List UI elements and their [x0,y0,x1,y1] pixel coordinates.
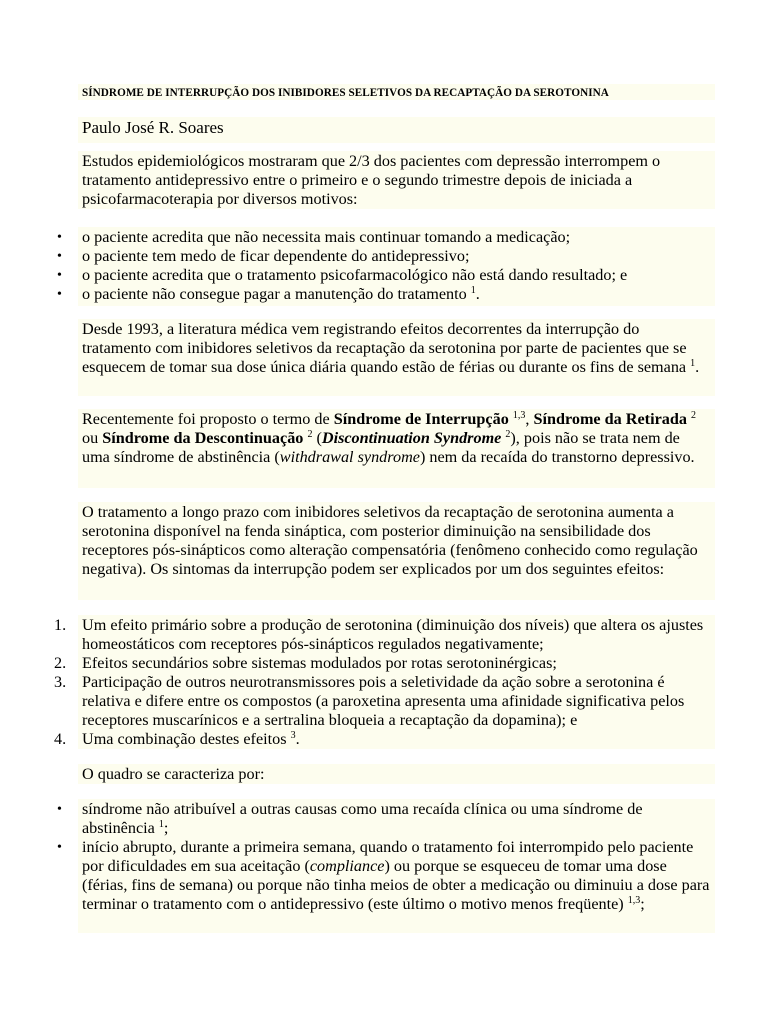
reason-text: o paciente acredita que o tratamento psicofarmacológico não está dando resultado; e [82,266,628,284]
document-title: SÍNDROME DE INTERRUPÇÃO DOS INIBIDORES SELETIVOS DA RECAPTAÇÃO DA SEROTONINA [78,84,715,100]
list-item [82,247,711,266]
list-item [82,266,711,285]
reference-marker: 1,3 [627,895,641,906]
effects-list [54,616,711,749]
list-item [82,800,711,838]
reference-marker: 2 [691,410,696,421]
clinical-picture-heading: O quadro se caracteriza por: [78,764,715,784]
list-item [54,730,711,749]
list-item [54,654,711,673]
reasons-list-block [78,227,715,306]
terms-text: Recentemente foi proposto o termo de [82,410,334,428]
feature-text: síndrome não atribuível a outras causas como uma recaída clínica ou uma síndrome de abstinência [82,800,643,837]
effect-text: Participação de outros neurotransmissores pois a seletividade da ação sobre a serotonina é relativa e difere entre os compostos (a paroxetina apresenta uma afinidade significativa pelos receptores muscarínicos e a sertralina bloqueia a recaptação da dopamina); e [82,673,685,729]
punctuation: . [295,730,300,748]
list-item [54,673,711,730]
terminology-paragraph [78,409,715,488]
features-list [82,800,711,914]
reference-marker: 3 [290,730,296,741]
author-name: Paulo José R. Soares [78,117,715,143]
list-number: 2. [54,654,67,672]
reason-text: o paciente tem medo de ficar dependente do antidepressivo; [82,247,470,265]
effects-list-block [54,615,715,749]
term-retirada: Síndrome da Retirada [533,410,687,428]
reference-marker: 1 [158,819,164,830]
punctuation: . [475,285,480,303]
features-list-block [78,799,715,933]
list-number: 4. [54,730,67,748]
term-interrupcao: Síndrome de Interrupção [333,410,509,428]
reasons-list [82,228,711,304]
terms-text: ) nem da recaída do transtorno depressivo. [419,448,695,466]
feature-text: início abrupto, durante a primeira semana, quando o tratamento foi interrompido pelo paciente por dificuldades em sua aceitação ( [82,838,694,875]
term-descontinuacao: Síndrome da Descontinuação [102,429,304,447]
list-item [82,285,711,304]
mechanism-paragraph: O tratamento a longo prazo com inibidores seletivos da recaptação de serotonina aumenta a serotonina disponível na fenda sináptica, com posterior diminuição na sensibilidade dos receptores pós-sinápticos como alteração compensatória (fenômeno conhecido como regulação negativa). Os sintomas da interrupção podem ser explicados por um dos seguintes efeitos: [78,502,715,600]
term-discontinuation-syndrome: Discontinuation Syndrome [321,429,502,447]
effect-text: Uma combinação destes efeitos [82,730,287,748]
reference-marker: 1 [470,285,476,296]
terms-text: ( [312,429,322,447]
history-paragraph [78,319,715,396]
punctuation: ; [640,895,645,913]
list-number: 3. [54,673,67,691]
reference-marker: 2 [307,429,313,440]
list-item [82,228,711,247]
history-text: Desde 1993, a literatura médica vem registrando efeitos decorrentes da interrupção do tratamento com inibidores seletivos da recaptação da serotonina por parte de pacientes que se esquecem de tomar sua dose única diária quando estão de férias ou durante os fins de semana [82,320,687,376]
punctuation: . [695,358,700,376]
list-item [82,838,711,914]
reference-marker: 1,3 [512,410,526,421]
intro-paragraph: Estudos epidemiológicos mostraram que 2/3 dos pacientes com depressão interrompem o tratamento antidepressivo entre o primeiro e o segundo trimestre depois de iniciada a psicofarmacoterapia por diversos motivos: [78,151,715,209]
terms-text: , [525,410,534,428]
term-compliance: compliance [309,857,385,875]
reason-text: o paciente acredita que não necessita mais continuar tomando a medicação; [82,228,571,246]
effect-text: Efeitos secundários sobre sistemas modulados por rotas serotoninérgicas; [82,654,557,672]
terms-text: ou [82,429,103,447]
punctuation: ; [163,819,169,837]
list-number: 1. [54,616,67,634]
terms-text: ), pois não se trata nem de uma síndrome de abstinência ( [82,429,680,466]
reason-text: o paciente não consegue pagar a manutenção do tratamento [82,285,467,303]
term-withdrawal-syndrome: withdrawal syndrome [279,448,420,466]
reference-marker: 1 [690,358,696,369]
effect-text: Um efeito primário sobre a produção de serotonina (diminuição dos níveis) que altera os ajustes homeostáticos com receptores pós-sinápticos regulados negativamente; [82,616,704,653]
reference-marker: 2 [505,429,511,440]
feature-text: ) ou porque se esqueceu de tomar uma dose (férias, fins de semana) ou porque não tinha meios de obter a medicação ou diminuiu a dose para terminar o tratamento com o antidepressivo (este último o motivo menos freqüente) [82,857,710,913]
list-item [54,616,711,654]
